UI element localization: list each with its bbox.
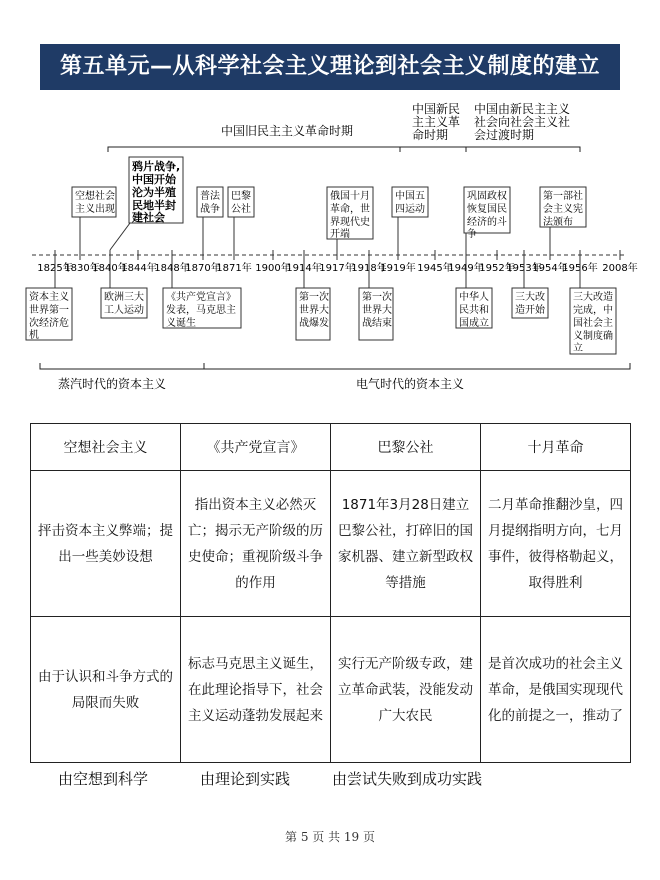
- year-1952: 1952年: [479, 263, 515, 274]
- year-1914: 1914年: [286, 263, 322, 274]
- event-system-established: 三大改造完成，中国社会主义制度确立: [573, 292, 613, 354]
- event-may-fourth: 中国五四运动: [395, 191, 425, 215]
- brace-new-democratic: [400, 147, 466, 152]
- period-transition: [474, 101, 574, 142]
- event-prc: 中华人民共和国成立: [459, 292, 489, 329]
- event-workers: 欧洲三大工人运动: [104, 292, 144, 316]
- header-utopian: 空想社会主义: [31, 424, 181, 471]
- year-1956: 1956年: [562, 263, 598, 274]
- event-manifesto: 《共产党宣言》发表，马克思主义诞生: [166, 292, 236, 329]
- period-transition-l1: 中国由新民主主义: [474, 102, 571, 116]
- event-franco-prussian: 普法战争: [200, 191, 220, 215]
- year-1870: 1870年: [185, 263, 221, 274]
- period-new-democratic-l3: 命时期: [412, 128, 449, 142]
- cell-october-result: 是首次成功的社会主义革命，是俄国实现现代化的前提之一，推动了: [481, 617, 631, 763]
- header-manifesto: 《共产党宣言》: [181, 424, 331, 471]
- event-utopian: 空想社会主义出现: [75, 191, 115, 215]
- year-1917: 1917年: [319, 263, 355, 274]
- header-paris: 巴黎公社: [331, 424, 481, 471]
- event-consolidate: 巩固政权恢复国民经济的斗争: [467, 191, 507, 240]
- period-new-democratic-l1: 中国新民: [412, 102, 461, 116]
- brace-old-democratic: [108, 147, 400, 152]
- year-1919: 1919年: [380, 263, 416, 274]
- summary-3: 由尝试失败到成功实践: [332, 770, 483, 788]
- year-labels: [37, 261, 637, 274]
- year-1848: 1848年: [154, 263, 190, 274]
- year-1844: 1844年: [121, 263, 157, 274]
- table-row-1: [31, 471, 631, 617]
- event-three-reforms: 三大改造开始: [515, 292, 545, 316]
- summary-2: 由理论到实践: [200, 770, 291, 788]
- page-footer: 第 5 页 共 19 页: [285, 830, 375, 844]
- table-row-2: [31, 617, 631, 763]
- cell-manifesto-content: 指出资本主义必然灭亡；揭示无产阶级的历史使命；重视阶级斗争的作用: [181, 471, 331, 617]
- year-1954: 1954年: [532, 263, 568, 274]
- year-1825: 1825年: [37, 263, 73, 274]
- period-transition-l2: 社会向社会主义社: [474, 115, 571, 129]
- event-opium-war: 鸦片战争,中国开始沦为半殖民地半封建社会: [132, 160, 181, 224]
- connector-opium-war: [110, 223, 130, 250]
- cell-utopian-content: 抨击资本主义弊端；提出一些美妙设想: [31, 471, 181, 617]
- page-title: 第五单元—从科学社会主义理论到社会主义制度的建立: [40, 44, 620, 90]
- period-new-democratic-l2: 主主义革: [412, 115, 461, 129]
- period-transition-l3: 会过渡时期: [474, 128, 535, 142]
- cell-utopian-result: 由于认识和斗争方式的局限而失败: [31, 617, 181, 763]
- era-steam: 蒸汽时代的资本主义: [57, 377, 167, 391]
- cell-october-content: 二月革命推翻沙皇，四月提纲指明方向，七月事件，彼得格勒起义，取得胜利: [481, 471, 631, 617]
- comparison-table: [30, 423, 631, 763]
- event-ww1-end: 第一次世界大战结束: [362, 292, 392, 329]
- event-constitution: 第一部社会主义宪法颁布: [543, 191, 583, 228]
- header-october: 十月革命: [481, 424, 631, 471]
- cell-paris-result: 实行无产阶级专政，建立革命武装，没能发动广大农民: [331, 617, 481, 763]
- year-2008: 2008年: [602, 263, 638, 274]
- brace-transition: [466, 147, 580, 152]
- event-crisis: 资本主义世界第一次经济危机: [29, 292, 69, 341]
- brace-steam: [40, 363, 204, 369]
- year-1953: 1953年: [506, 263, 542, 274]
- timeline: [0, 95, 660, 405]
- table-header-row: [31, 424, 631, 471]
- cell-paris-content: 1871年3月28日建立巴黎公社，打碎旧的国家机器、建立新型政权等措施: [331, 471, 481, 617]
- event-paris: 巴黎公社: [231, 191, 251, 215]
- event-ww1-start: 第一次世界大战爆发: [299, 292, 329, 329]
- year-1945: 1945年: [417, 263, 453, 274]
- era-electric: 电气时代的资本主义: [355, 377, 465, 391]
- cell-manifesto-result: 标志马克思主义诞生，在此理论指导下，社会主义运动蓬勃发展起来: [181, 617, 331, 763]
- period-old-democratic: 中国旧民主主义革命时期: [220, 124, 354, 138]
- events-above: [72, 157, 586, 250]
- brace-electric: [204, 363, 630, 369]
- summary-1: 由空想到科学: [58, 770, 149, 788]
- period-new-democratic: [412, 101, 464, 142]
- year-1949: 1949年: [448, 263, 484, 274]
- year-1900: 1900年: [255, 263, 291, 274]
- year-1830: 1830年: [64, 263, 100, 274]
- event-october: 俄国十月革命，世界现代史开端: [330, 191, 370, 240]
- year-1871: 1871年: [216, 263, 252, 274]
- events-below: [26, 260, 616, 354]
- year-1840: 1840年: [92, 263, 128, 274]
- year-1918: 1918年: [351, 263, 387, 274]
